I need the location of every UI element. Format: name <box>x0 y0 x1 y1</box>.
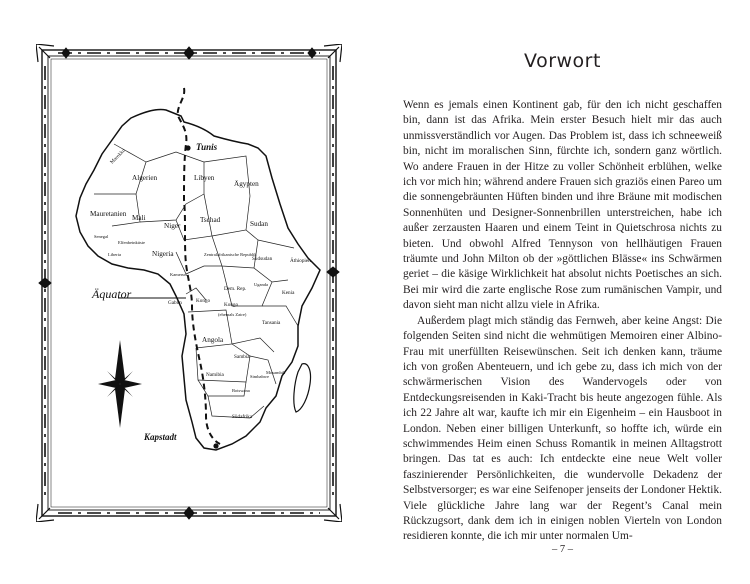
africa-map-figure <box>36 44 342 522</box>
map-frame <box>36 44 342 522</box>
country-label-namibia: Namibia <box>206 372 224 378</box>
city-label-tunis: Tunis <box>196 142 218 152</box>
country-label-aethiopien: Äthiopien <box>290 258 311 264</box>
page-number: – 7 – <box>552 544 573 555</box>
country-label-suedafrika: Südafrika <box>232 414 253 420</box>
equator-label: Äquator <box>92 287 132 301</box>
country-label-liberia: Liberia <box>108 252 121 257</box>
country-label-zentralafrika: Zentralafrikanische Republik <box>204 252 257 257</box>
country-label-algerien: Algerien <box>132 174 158 182</box>
country-label-botswana: Botswana <box>232 388 250 393</box>
country-label-elfenbeinkueste: Elfenbeinküste <box>118 240 145 245</box>
country-label-niger: Niger <box>164 222 181 230</box>
country-label-ehemals-zaire: (ehemals Zaire) <box>218 312 247 317</box>
tunis-marker <box>185 145 190 150</box>
country-label-simbabwe: Simbabwe <box>250 374 269 379</box>
country-label-aegypten: Ägypten <box>234 180 259 188</box>
country-label-tansania: Tansania <box>262 320 281 326</box>
country-label-mauretanien: Mauretanien <box>90 210 127 218</box>
country-label-dem-rep: Dem. Rep. <box>224 286 247 292</box>
country-label-nigeria: Nigeria <box>152 250 174 258</box>
country-label-tschad: Tschad <box>200 216 221 224</box>
chapter-title: Vorwort <box>524 50 601 72</box>
country-label-angola: Angola <box>202 336 224 344</box>
paragraph-2: Außerdem plagt mich ständig das Fernweh, aber keine Angst: Die folgenden Seiten sind nicht die wehmütigen Memoiren einer Albino-Frau mit unerfüllten Reisewünschen. Seit ich denken kann, träume ich von großen Abenteuern, und ich gebe zu, dass ich mich von der schwärmerischen Vision des Wandervogels oder von Entdeckungsreisenden in Kaki-Tracht bis heute angezogen fühle. Als ich 22 Jahre alt war, kaufte ich mir ein Eigenheim – ein Hausboot in London. Neben einer billigen Unterkunft, so hoffte ich, würde ein schwimmendes Heim einen Schuss Romantik in meinen Alltagstrott bringen. Das tat es auch: Ich entdeckte eine neue Welt voller faszinierender Persönlichkeiten, die wundervolle Dekadenz der Selbstversorger; es war eine Seifenoper jenseits der Londoner Hektik. Viele glückliche Jahre lang war der Regent’s Canal mein Rückzugsort, dank dem ich in einigen noblen Vierteln von London residieren konnte, die ich mir unter normalen Um- <box>403 314 722 543</box>
country-label-gabun: Gabun <box>168 300 182 306</box>
country-label-uganda: Uganda <box>254 282 268 287</box>
country-label-sambia: Sambia <box>234 354 250 360</box>
country-label-kongo-2: Kongo <box>224 302 239 308</box>
country-label-libyen: Libyen <box>194 174 215 182</box>
compass-rose <box>98 340 142 428</box>
country-label-senegal: Senegal <box>94 234 109 239</box>
country-label-mosambik: Mosambik <box>266 370 286 375</box>
country-label-sudan: Sudan <box>250 220 268 228</box>
madagascar-outline <box>294 364 311 412</box>
country-label-kenia: Kenia <box>282 290 295 296</box>
country-label-marokko: Marokko <box>109 147 127 166</box>
city-label-kapstadt: Kapstadt <box>144 432 177 442</box>
country-label-suedsudan: Südsudan <box>252 256 273 262</box>
country-label-kamerun: Kamerun <box>170 272 187 277</box>
country-label-mali: Mali <box>132 214 146 222</box>
country-label-kongo-1: Kongo <box>196 298 211 304</box>
right-page <box>375 0 750 584</box>
body-text <box>403 98 722 545</box>
paragraph-1: Wenn es jemals einen Kontinent gab, für den ich nicht geschaffen bin, dann ist das Afrika. Mein erster Besuch hielt mir das auch unmissverständlich vor Augen. Das Problem ist, dass ich schneeweiß bin, nicht im moralischen Sinn, fürchte ich, sondern ganz wörtlich. Wo andere Frauen in der Hitze zu voller Schönheit erblühen, welke ich vor mich hin; während andere Frauen sich graziös einen Pareo um die sonnengebräunten Hüften binden und ihre Bräune mit modischen Sonnenhüten und Designer-Sonnenbrillen unterstreichen, habe ich außer zerzausten Haaren und einem Teint in Quietschrosa nichts zu bieten. Und obwohl Alfred Tennyson von hellhäutigen Frauen träumte und John Milton ob der »göttlichen Blässe« ins Schwärmen geriet – die käsige Wirklichkeit hat absolut nichts Poetisches an sich. Bei mir wird die zarte englische Rose zum rumänischen Vampir, und davon sieht man nicht allzu viele in Afrika. <box>403 99 722 312</box>
kapstadt-marker <box>213 443 218 448</box>
